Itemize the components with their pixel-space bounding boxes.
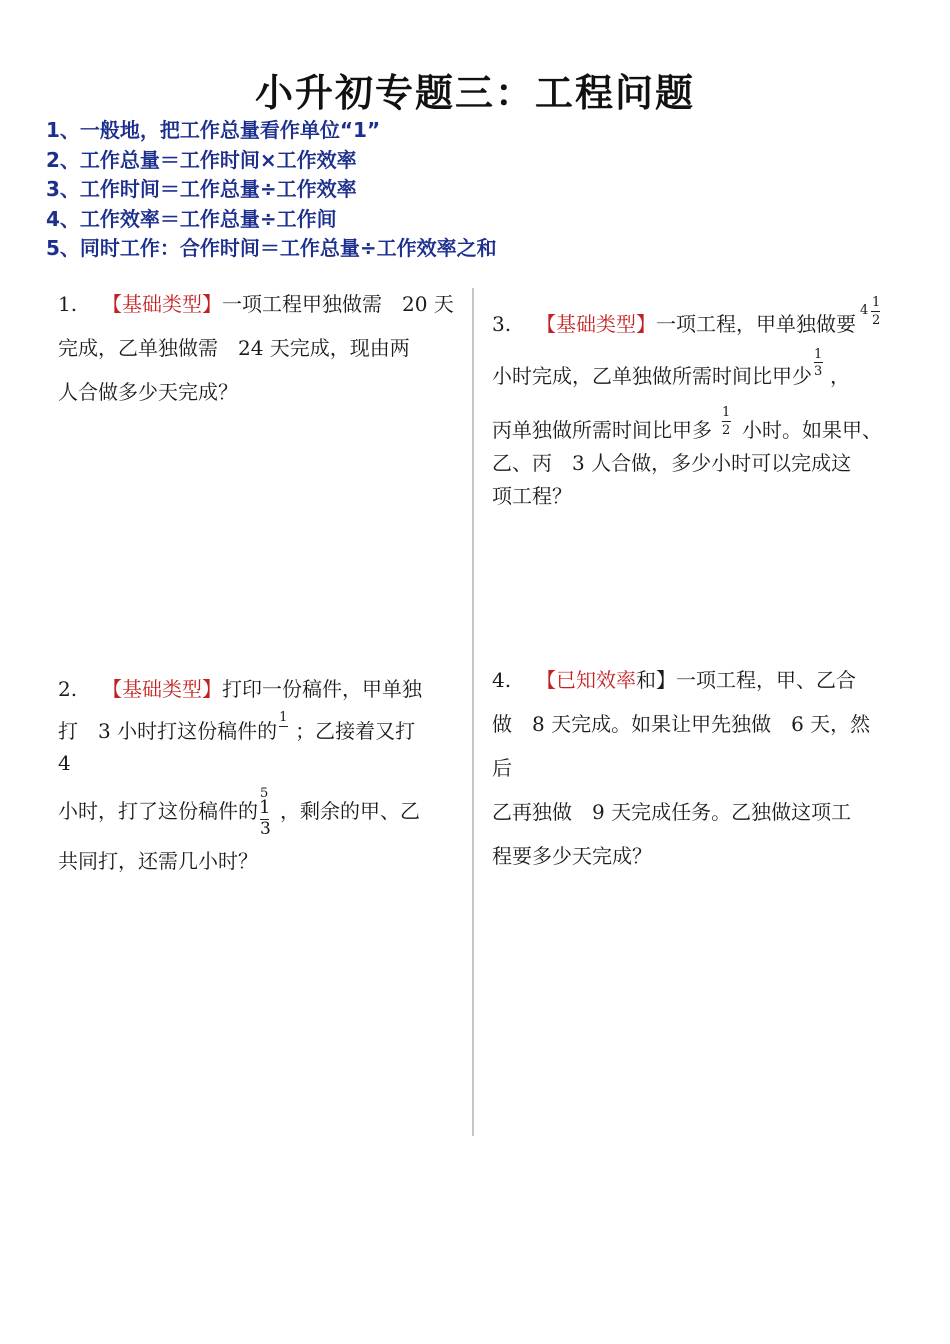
question-text: 乙、丙 3 人合做，多少小时可以完成这 — [492, 451, 852, 475]
column-divider — [472, 288, 474, 1136]
fraction-bar — [279, 726, 288, 727]
formula-rule: 3、工作时间＝工作总量÷工作效率 — [46, 177, 357, 201]
question-text: 乙再独做 9 天完成任务。乙独做这项工 — [492, 800, 852, 824]
fraction-bar — [814, 362, 823, 363]
question-text: 做 8 天完成。如果让甲先独做 6 天，然 — [492, 712, 871, 736]
question-text: 程要多少天完成？ — [492, 844, 652, 868]
question-text: ，剩余的甲、乙 — [280, 799, 420, 823]
question-text: 打 3 小时打这份稿件的 — [58, 719, 278, 743]
question-text: 一项工程，甲、乙合 — [676, 668, 856, 692]
question-text: ；乙接着又打 — [295, 719, 416, 743]
question-text: 丙单独做所需时间比甲多 — [492, 418, 712, 442]
fraction-denominator: 2 — [872, 313, 881, 328]
question-text: 项工程？ — [492, 484, 572, 508]
mixed-fraction — [856, 295, 882, 331]
question-number: 2. — [58, 677, 78, 701]
formula-rule: 5、同时工作：合作时间＝工作总量÷工作效率之和 — [46, 236, 497, 260]
question-text: 小时，打了这份稿件的 — [58, 799, 258, 823]
question-number: 4. — [492, 668, 512, 692]
formula-rule: 4、工作效率＝工作总量÷工作间 — [46, 206, 337, 231]
fraction-denominator: 2 — [722, 423, 731, 438]
question-text: 人合做多少天完成？ — [58, 380, 238, 404]
question-text: 小时完成，乙单独做所需时间比甲少 — [492, 364, 812, 388]
question-text: 后 — [492, 756, 512, 780]
fraction-bar — [871, 311, 880, 312]
question-tag: 【基础类型】 — [102, 677, 222, 701]
question-number: 3. — [492, 312, 512, 336]
question-number: 1. — [58, 292, 78, 316]
fraction-numerator: 1 — [814, 347, 823, 362]
fraction-numerator: 1 — [279, 710, 288, 725]
formula-list — [46, 116, 497, 264]
question-text: 小时。如果甲、 — [742, 418, 882, 442]
question-tag: 【已知效率 — [536, 668, 636, 692]
question-text: ， — [830, 364, 850, 388]
formula-rule: 1、一般地，把工作总量看作单位“1” — [46, 118, 381, 142]
fraction — [812, 347, 830, 383]
question-text: 完成，乙单独做需 24 天完成，现由两 — [58, 336, 410, 360]
question-4 — [492, 658, 870, 878]
question-1 — [58, 282, 454, 414]
question-3 — [492, 295, 882, 516]
question-text: 一项工程甲独做需 20 天 — [222, 292, 454, 316]
page-title: 小升初专题三：工程问题 — [254, 71, 695, 115]
fraction-numerator: 1 — [872, 295, 881, 310]
question-tag: 【基础类型】 — [102, 292, 222, 316]
question-2 — [58, 667, 422, 883]
question-tag-rest: 和】 — [636, 668, 676, 692]
fraction-whole: 4 — [860, 303, 869, 318]
fraction — [277, 710, 295, 738]
formula-rule: 2、工作总量＝工作时间×工作效率 — [46, 147, 357, 172]
question-text: 打印一份稿件，甲单独 — [222, 677, 422, 701]
fraction-numerator: 1 — [722, 405, 731, 420]
mixed-fraction — [258, 786, 280, 839]
fraction-numerator: 5 — [260, 786, 269, 801]
fraction — [712, 405, 742, 438]
question-text: 一项工程，甲单独做要 — [656, 312, 856, 336]
fraction-denominator: 3 — [814, 364, 823, 379]
question-text: 共同打，还需几小时？ — [58, 849, 258, 873]
fraction-denominator: 4 — [58, 751, 71, 775]
question-tag: 【基础类型】 — [536, 312, 656, 336]
fraction-denominator: 3 — [260, 819, 271, 839]
fraction-whole: 1 — [259, 797, 271, 818]
fraction-bar — [722, 421, 731, 422]
